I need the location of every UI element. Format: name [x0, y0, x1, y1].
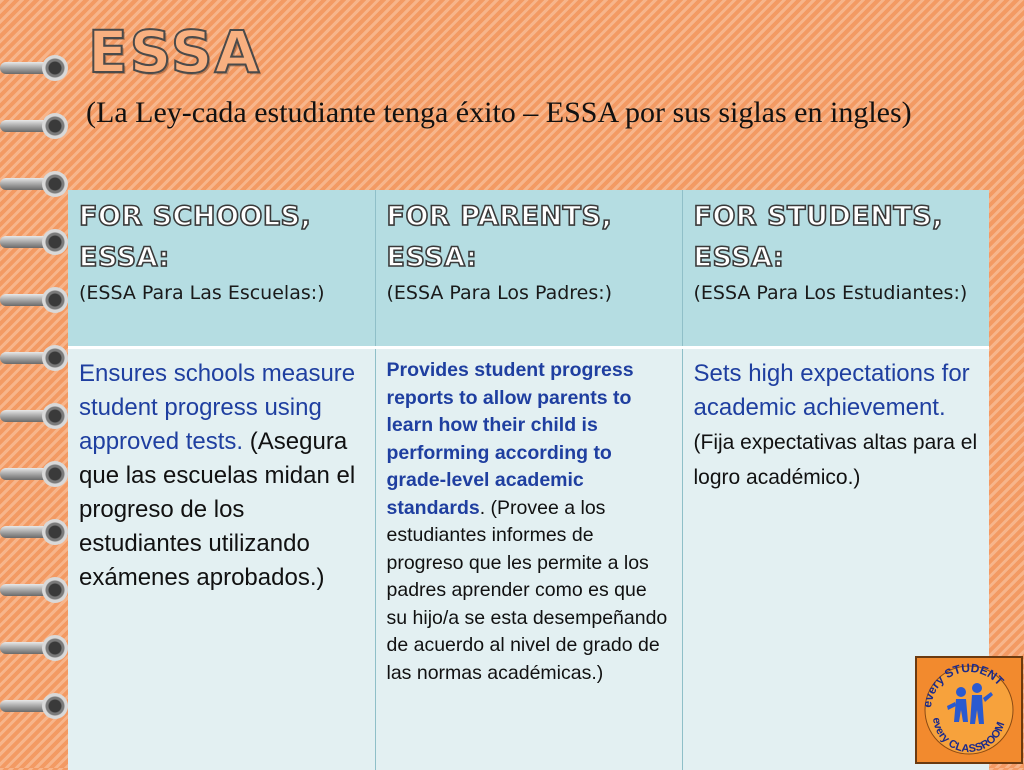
header-parents: FOR PARENTS, ESSA:	[387, 196, 672, 278]
binder-ring-icon	[0, 693, 70, 719]
header-students: FOR STUDENTS, ESSA:	[694, 196, 980, 278]
binder-ring-icon	[0, 229, 70, 255]
binder-ring-icon	[0, 403, 70, 429]
header-cell-schools	[68, 190, 375, 348]
header-students-es: (ESSA Para Los Estudiantes:)	[694, 278, 980, 308]
table-body-row	[68, 348, 989, 770]
header-schools-es: (ESSA Para Las Escuelas:)	[79, 278, 365, 308]
body-cell-parents	[375, 348, 682, 770]
binder-ring-icon	[0, 461, 70, 487]
slide-subtitle: (La Ley-cada estudiante tenga éxito – ESSA por sus siglas en ingles)	[86, 92, 966, 133]
binder-ring-icon	[0, 287, 70, 313]
parents-text-es: . (Provee a los estudiantes informes de progreso que les permite a los padres aprender como es que su hijo/a se esta desempeñando de acuerdo al nivel de grado de las normas académicas.)	[387, 497, 668, 684]
body-cell-schools	[68, 348, 375, 770]
binder-ring-icon	[0, 519, 70, 545]
binder-ring-icon	[0, 577, 70, 603]
every-student-every-classroom-logo	[915, 656, 1023, 764]
logo-every-top: every	[920, 673, 947, 709]
logo-student: STUDENT	[942, 661, 1007, 689]
header-schools: FOR SCHOOLS, ESSA:	[79, 196, 365, 278]
students-text-en: Sets high expectations for academic achievement.	[694, 360, 970, 421]
parents-text-en: Provides student progress reports to allow parents to learn how their child is performing according to grade-level academic standards	[387, 359, 634, 519]
binder-ring-icon	[0, 55, 70, 81]
notebook-binding-rings	[0, 55, 72, 768]
binder-ring-icon	[0, 113, 70, 139]
header-parents-es: (ESSA Para Los Padres:)	[387, 278, 672, 308]
slide-title: ESSA	[88, 18, 261, 86]
binder-ring-icon	[0, 345, 70, 371]
table-header-row	[68, 190, 989, 348]
students-text-es: (Fija expectativas altas para el logro académico.)	[694, 431, 978, 489]
essa-table	[68, 190, 989, 770]
header-cell-parents	[375, 190, 682, 348]
schools-text-en: Ensures schools measure student progress using approved tests.	[79, 360, 355, 455]
schools-text-es: (Asegura que las escuelas midan el progreso de los estudiantes utilizando exámenes aprobados.)	[79, 428, 355, 591]
binder-ring-icon	[0, 635, 70, 661]
binder-ring-icon	[0, 171, 70, 197]
logo-every-bottom: every	[930, 717, 952, 746]
logo-classroom: CLASSROOM	[946, 721, 1007, 756]
header-cell-students	[682, 190, 989, 348]
